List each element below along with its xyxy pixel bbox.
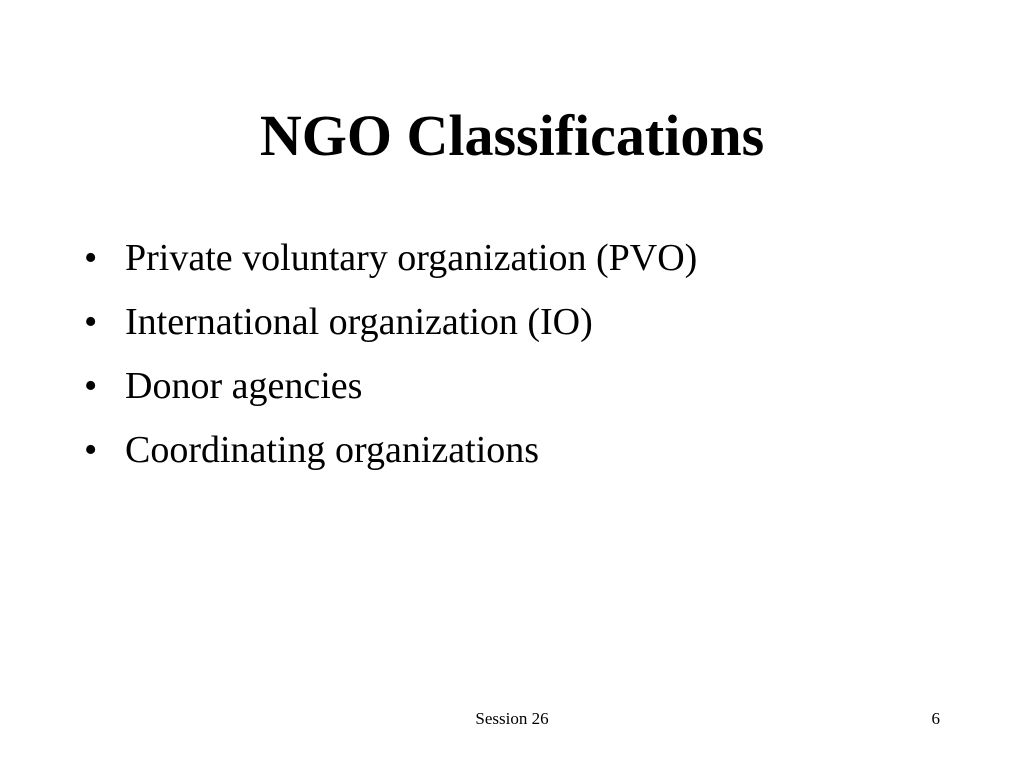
list-item (84, 418, 697, 482)
page-number: 6 (931, 709, 940, 728)
bullet-text: Donor agencies (125, 365, 363, 407)
bullet-marker: • (84, 301, 98, 343)
list-item (84, 354, 697, 418)
bullet-list (84, 226, 697, 482)
bullet-text: Private voluntary organization (PVO) (125, 237, 698, 279)
bullet-marker: • (84, 429, 98, 471)
bullet-marker: • (84, 237, 98, 279)
bullet-marker: • (84, 365, 98, 407)
list-item (84, 226, 697, 290)
bullet-text: International organization (IO) (125, 301, 593, 343)
footer-session-label: Session 26 (475, 709, 549, 728)
list-item (84, 290, 697, 354)
bullet-text: Coordinating organizations (125, 429, 540, 471)
slide-title: NGO Classifications (259, 103, 765, 168)
